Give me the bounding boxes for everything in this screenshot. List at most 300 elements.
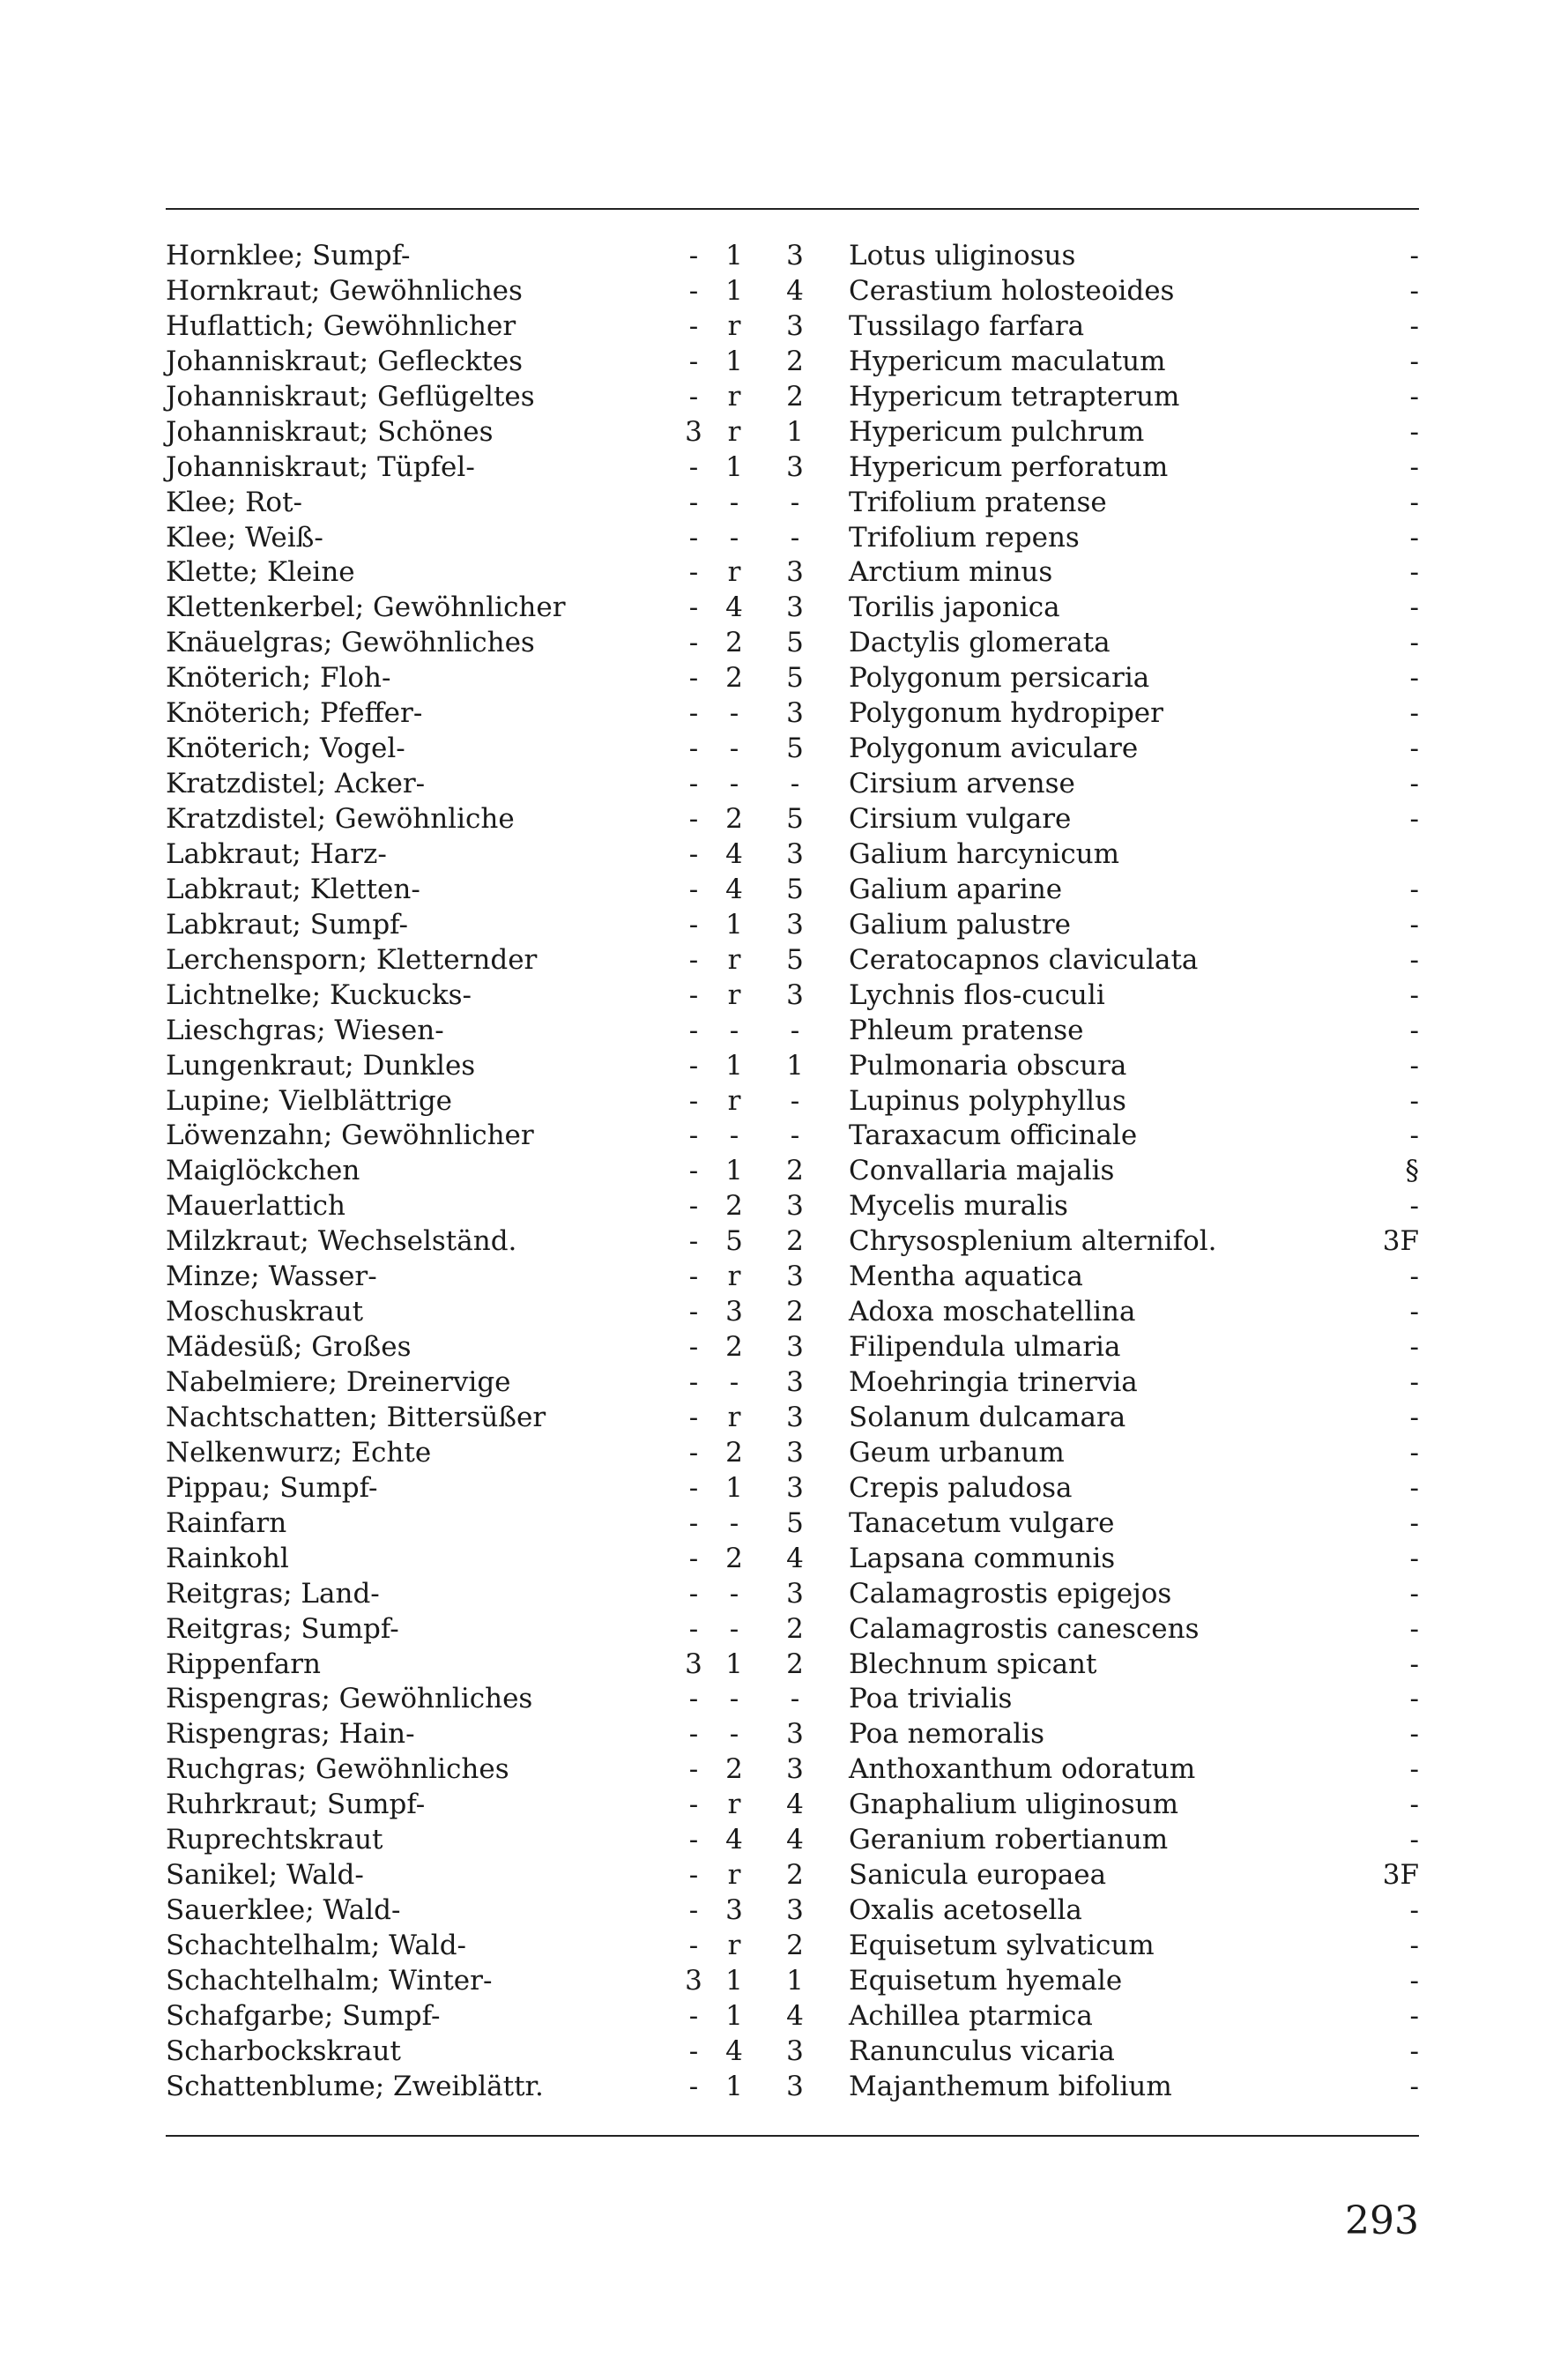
status-mark: - [1409, 978, 1419, 1011]
status-mark: - [1409, 873, 1419, 905]
value-col-3: 3 [786, 1366, 804, 1398]
common-name: Lichtnelke; Kuckucks- [166, 978, 472, 1011]
value-col-3: 2 [786, 1225, 804, 1258]
status-mark: - [1409, 1894, 1419, 1927]
value-col-3: 3 [786, 1331, 804, 1364]
latin-name: Hypericum tetrapterum [849, 380, 1180, 413]
table-row [0, 1857, 1560, 1893]
value-col-2: - [729, 768, 739, 800]
status-mark: - [1409, 697, 1419, 730]
status-mark: - [1409, 1331, 1419, 1364]
value-col-2: 1 [725, 1964, 743, 1997]
value-col-2: - [729, 697, 739, 730]
common-name: Kratzdistel; Acker- [166, 768, 426, 800]
value-col-3: 3 [786, 556, 804, 589]
common-name: Lieschgras; Wiesen- [166, 1014, 444, 1046]
status-mark: - [1409, 309, 1419, 342]
common-name: Johanniskraut; Schönes [166, 415, 494, 448]
value-col-1: - [688, 2034, 699, 2067]
value-col-3: 3 [786, 1894, 804, 1927]
status-mark: - [1409, 345, 1419, 377]
value-col-1: - [688, 768, 699, 800]
latin-name: Hypericum perforatum [849, 450, 1169, 483]
value-col-3: 2 [786, 1930, 804, 1961]
table-row [0, 837, 1560, 872]
page-number: 293 [1345, 2198, 1419, 2243]
common-name: Johanniskraut; Geflügeltes [166, 380, 535, 413]
value-col-2: - [729, 1612, 739, 1645]
table-row [0, 1998, 1560, 2034]
common-name: Rippenfarn [166, 1647, 321, 1680]
latin-name: Convallaria majalis [849, 1155, 1115, 1187]
value-col-3: 4 [786, 1542, 804, 1574]
value-col-2: r [727, 1084, 741, 1117]
latin-name: Polygonum aviculare [849, 733, 1139, 765]
table-row [0, 1893, 1560, 1928]
value-col-2: 2 [725, 1753, 743, 1786]
status-mark: - [1409, 415, 1419, 448]
common-name: Lerchensporn; Kletternder [166, 943, 538, 976]
value-col-2: 2 [725, 662, 743, 695]
latin-name: Equisetum hyemale [849, 1964, 1123, 1997]
table-row [0, 1576, 1560, 1611]
status-mark: - [1409, 1014, 1419, 1046]
latin-name: Polygonum hydropiper [849, 697, 1163, 730]
table-row [0, 907, 1560, 942]
value-col-1: - [688, 1436, 699, 1469]
table-row [0, 520, 1560, 555]
common-name: Knöterich; Vogel- [166, 733, 405, 765]
latin-name: Galium palustre [849, 908, 1072, 941]
common-name: Maiglöckchen [166, 1155, 360, 1187]
common-name: Schattenblume; Zweiblättr. [166, 2070, 544, 2102]
value-col-3: 3 [786, 1577, 804, 1610]
value-col-1: - [688, 1753, 699, 1786]
value-col-3: 3 [786, 1753, 804, 1786]
value-col-2: 2 [725, 1190, 743, 1223]
value-col-2: - [729, 521, 739, 554]
common-name: Mauerlattich [166, 1190, 345, 1223]
latin-name: Dactylis glomerata [849, 627, 1111, 659]
table-row [0, 485, 1560, 520]
value-col-1: - [688, 1190, 699, 1223]
value-col-3: 2 [786, 1859, 804, 1892]
value-col-1: 3 [685, 1964, 702, 1997]
status-mark: - [1409, 1261, 1419, 1293]
value-col-3: 5 [786, 803, 804, 835]
status-mark: - [1409, 1436, 1419, 1469]
status-mark: - [1409, 521, 1419, 554]
value-col-2: 4 [725, 591, 743, 624]
latin-name: Mycelis muralis [849, 1190, 1068, 1223]
value-col-3: 3 [786, 1401, 804, 1433]
value-col-3: 3 [786, 2070, 804, 2102]
value-col-2: r [727, 1261, 741, 1293]
value-col-3: 1 [786, 415, 804, 448]
latin-name: Trifolium pratense [849, 486, 1107, 518]
value-col-1: - [688, 1366, 699, 1398]
common-name: Huflattich; Gewöhnlicher [166, 309, 516, 342]
value-col-1: - [688, 274, 699, 307]
common-name: Ruhrkraut; Sumpf- [166, 1789, 426, 1821]
latin-name: Polygonum persicaria [849, 662, 1150, 695]
table-row [0, 2034, 1560, 2069]
latin-name: Moehringia trinervia [849, 1366, 1138, 1398]
value-col-2: - [729, 1119, 739, 1152]
value-col-3: 2 [786, 380, 804, 413]
latin-name: Adoxa moschatellina [849, 1296, 1136, 1328]
common-name: Knöterich; Floh- [166, 662, 391, 695]
common-name: Reitgras; Land- [166, 1577, 380, 1610]
value-col-2: 2 [725, 803, 743, 835]
table-row [0, 554, 1560, 590]
status-mark: - [1409, 591, 1419, 624]
table-row [0, 872, 1560, 907]
latin-name: Calamagrostis epigejos [849, 1577, 1172, 1610]
latin-name: Calamagrostis canescens [849, 1612, 1200, 1645]
status-mark: - [1409, 486, 1419, 518]
table-row [0, 1223, 1560, 1259]
status-mark: - [1409, 1506, 1419, 1539]
value-col-3: - [790, 521, 800, 554]
value-col-1: - [688, 1296, 699, 1328]
table-row [0, 1506, 1560, 1541]
latin-name: Geum urbanum [849, 1436, 1065, 1469]
value-col-1: - [688, 873, 699, 905]
latin-name: Cirsium arvense [849, 768, 1075, 800]
value-col-3: 3 [786, 908, 804, 941]
table-row [0, 590, 1560, 625]
value-col-3: 5 [786, 627, 804, 659]
table-row [0, 309, 1560, 344]
value-col-2: 1 [725, 1155, 743, 1187]
value-col-3: 5 [786, 1506, 804, 1539]
value-col-2: 1 [725, 908, 743, 941]
latin-name: Galium harcynicum [849, 837, 1120, 870]
value-col-2: 3 [725, 1894, 743, 1927]
table-row [0, 2069, 1560, 2104]
status-mark: § [1405, 1155, 1419, 1187]
table-row [0, 1541, 1560, 1576]
value-col-1: - [688, 627, 699, 659]
value-col-2: 1 [725, 1999, 743, 2032]
common-name: Labkraut; Harz- [166, 837, 387, 870]
status-mark: - [1409, 1683, 1419, 1715]
latin-name: Geranium robertianum [849, 1824, 1169, 1856]
value-col-2: 4 [725, 873, 743, 905]
table-row [0, 1083, 1560, 1119]
value-col-3: 4 [786, 1824, 804, 1856]
common-name: Scharbockskraut [166, 2034, 401, 2067]
value-col-2: 4 [725, 837, 743, 870]
value-col-1: - [688, 1718, 699, 1751]
value-col-2: - [729, 1683, 739, 1715]
status-mark: - [1409, 1999, 1419, 2032]
table-row [0, 1928, 1560, 1963]
value-col-3: 3 [786, 1718, 804, 1751]
value-col-1: - [688, 1824, 699, 1856]
latin-name: Solanum dulcamara [849, 1401, 1126, 1433]
latin-name: Lychnis flos-cuculi [849, 978, 1105, 1011]
status-mark: - [1409, 1084, 1419, 1117]
common-name: Rispengras; Gewöhnliches [166, 1683, 533, 1715]
value-col-1: - [688, 662, 699, 695]
common-name: Schachtelhalm; Winter- [166, 1964, 493, 1997]
value-col-1: - [688, 1577, 699, 1610]
table-row [0, 1470, 1560, 1506]
value-col-2: r [727, 1789, 741, 1821]
table-row [0, 1787, 1560, 1822]
value-col-3: 3 [786, 591, 804, 624]
common-name: Minze; Wasser- [166, 1261, 377, 1293]
latin-name: Torilis japonica [849, 591, 1060, 624]
table-row [0, 1681, 1560, 1716]
latin-name: Lapsana communis [849, 1542, 1116, 1574]
latin-name: Tanacetum vulgare [849, 1506, 1115, 1539]
value-col-2: r [727, 978, 741, 1011]
value-col-3: 3 [786, 1261, 804, 1293]
status-mark: - [1409, 1296, 1419, 1328]
common-name: Rainfarn [166, 1506, 287, 1539]
value-col-3: 3 [786, 1471, 804, 1504]
value-col-3: 2 [786, 1155, 804, 1187]
latin-name: Arctium minus [849, 556, 1053, 589]
value-col-1: - [688, 697, 699, 730]
value-col-1: 3 [685, 415, 702, 448]
value-col-2: - [729, 1577, 739, 1610]
table-row [0, 450, 1560, 485]
latin-name: Tussilago farfara [849, 309, 1085, 342]
common-name: Sauerklee; Wald- [166, 1894, 401, 1927]
latin-name: Ranunculus vicaria [849, 2034, 1115, 2067]
status-mark: - [1409, 1789, 1419, 1821]
table-row [0, 660, 1560, 695]
value-col-1: - [688, 450, 699, 483]
status-mark: - [1409, 1119, 1419, 1152]
value-col-3: 5 [786, 662, 804, 695]
common-name: Johanniskraut; Tüpfel- [166, 450, 475, 483]
status-mark: - [1409, 627, 1419, 659]
common-name: Löwenzahn; Gewöhnlicher [166, 1119, 534, 1152]
value-col-2: r [727, 415, 741, 448]
value-col-2: r [727, 556, 741, 589]
common-name: Nachtschatten; Bittersüßer [166, 1401, 546, 1433]
value-col-1: - [688, 803, 699, 835]
value-col-1: - [688, 1930, 699, 1961]
table-row [0, 414, 1560, 450]
status-mark: - [1409, 1612, 1419, 1645]
value-col-3: 3 [786, 1436, 804, 1469]
common-name: Ruprechtskraut [166, 1824, 383, 1856]
table-row [0, 1611, 1560, 1647]
table-row [0, 1188, 1560, 1223]
value-col-1: - [688, 1331, 699, 1364]
common-name: Lungenkraut; Dunkles [166, 1049, 476, 1082]
value-col-2: 1 [725, 1647, 743, 1680]
value-col-3: 2 [786, 1647, 804, 1680]
value-col-2: 1 [725, 274, 743, 307]
value-col-2: - [729, 486, 739, 518]
table-row [0, 801, 1560, 837]
value-col-3: - [790, 1683, 800, 1715]
value-col-1: - [688, 1789, 699, 1821]
value-col-2: 4 [725, 2034, 743, 2067]
value-col-3: - [790, 1119, 800, 1152]
table-row [0, 1118, 1560, 1153]
common-name: Sanikel; Wald- [166, 1859, 364, 1892]
latin-name: Taraxacum officinale [849, 1119, 1138, 1152]
status-mark: - [1409, 2070, 1419, 2102]
table-row [0, 695, 1560, 731]
value-col-3: 3 [786, 2034, 804, 2067]
value-col-1: - [688, 1471, 699, 1504]
table-row [0, 1294, 1560, 1329]
value-col-1: - [688, 240, 699, 271]
value-col-1: - [688, 978, 699, 1011]
status-mark: - [1409, 768, 1419, 800]
bottom-rule [166, 2135, 1419, 2137]
value-col-2: r [727, 1859, 741, 1892]
value-col-1: - [688, 837, 699, 870]
value-col-2: 2 [725, 1436, 743, 1469]
value-col-2: 1 [725, 450, 743, 483]
common-name: Moschuskraut [166, 1296, 364, 1328]
status-mark: - [1409, 1824, 1419, 1856]
value-col-2: 1 [725, 240, 743, 271]
common-name: Reitgras; Sumpf- [166, 1612, 399, 1645]
value-col-1: - [688, 733, 699, 765]
common-name: Schachtelhalm; Wald- [166, 1930, 467, 1961]
value-col-3: 3 [786, 309, 804, 342]
value-col-2: 3 [725, 1296, 743, 1328]
value-col-3: 1 [786, 1964, 804, 1997]
value-col-3: 5 [786, 873, 804, 905]
value-col-2: - [729, 1366, 739, 1398]
status-mark: - [1409, 1049, 1419, 1082]
value-col-1: - [688, 521, 699, 554]
value-col-2: 1 [725, 2070, 743, 2102]
value-col-2: - [729, 1718, 739, 1751]
table-row [0, 731, 1560, 766]
value-col-2: 1 [725, 345, 743, 377]
table-row [0, 1329, 1560, 1365]
status-mark: - [1409, 908, 1419, 941]
value-col-3: 3 [786, 978, 804, 1011]
latin-name: Pulmonaria obscura [849, 1049, 1127, 1082]
value-col-3: 2 [786, 345, 804, 377]
value-col-1: - [688, 486, 699, 518]
value-col-2: 2 [725, 627, 743, 659]
table-row [0, 344, 1560, 379]
status-mark: - [1409, 943, 1419, 976]
status-mark: - [1409, 1190, 1419, 1223]
value-col-1: - [688, 1119, 699, 1152]
value-col-3: 3 [786, 240, 804, 271]
common-name: Nabelmiere; Dreinervige [166, 1366, 511, 1398]
table-row [0, 1716, 1560, 1752]
table-row [0, 1365, 1560, 1400]
table-row [0, 1822, 1560, 1857]
value-col-2: r [727, 943, 741, 976]
latin-name: Hypericum maculatum [849, 345, 1166, 377]
value-col-1: - [688, 1542, 699, 1574]
value-col-1: - [688, 1261, 699, 1293]
status-mark: - [1409, 1366, 1419, 1398]
value-col-1: - [688, 1683, 699, 1715]
value-col-2: 5 [725, 1225, 743, 1258]
latin-name: Majanthemum bifolium [849, 2070, 1172, 2102]
value-col-3: 5 [786, 733, 804, 765]
common-name: Rainkohl [166, 1542, 289, 1574]
latin-name: Blechnum spicant [849, 1647, 1097, 1680]
latin-name: Chrysosplenium alternifol. [849, 1225, 1217, 1258]
status-mark: - [1409, 1753, 1419, 1786]
value-col-1: - [688, 345, 699, 377]
common-name: Klee; Rot- [166, 486, 302, 518]
common-name: Klette; Kleine [166, 556, 355, 589]
value-col-2: r [727, 1930, 741, 1961]
value-col-1: - [688, 556, 699, 589]
value-col-1: - [688, 1401, 699, 1433]
latin-name: Oxalis acetosella [849, 1894, 1082, 1927]
latin-name: Mentha aquatica [849, 1261, 1083, 1293]
value-col-2: - [729, 733, 739, 765]
value-col-3: - [790, 486, 800, 518]
common-name: Knäuelgras; Gewöhnliches [166, 627, 535, 659]
status-mark: - [1409, 1718, 1419, 1751]
value-col-3: 2 [786, 1296, 804, 1328]
value-col-1: - [688, 380, 699, 413]
value-col-1: - [688, 1084, 699, 1117]
value-col-2: r [727, 380, 741, 413]
table-row [0, 1435, 1560, 1470]
latin-name: Ceratocapnos claviculata [849, 943, 1199, 976]
status-mark: - [1409, 803, 1419, 835]
latin-name: Poa nemoralis [849, 1718, 1045, 1751]
value-col-3: 3 [786, 837, 804, 870]
status-mark: - [1409, 733, 1419, 765]
value-col-1: - [688, 1506, 699, 1539]
common-name: Pippau; Sumpf- [166, 1471, 378, 1504]
latin-name: Cirsium vulgare [849, 803, 1072, 835]
table-row [0, 625, 1560, 660]
table-row [0, 978, 1560, 1013]
value-col-1: - [688, 1225, 699, 1258]
common-name: Nelkenwurz; Echte [166, 1436, 432, 1469]
value-col-2: - [729, 1506, 739, 1539]
value-col-1: - [688, 943, 699, 976]
latin-name: Anthoxanthum odoratum [849, 1753, 1196, 1786]
status-mark: - [1409, 274, 1419, 307]
common-name: Lupine; Vielblättrige [166, 1084, 453, 1117]
status-mark: - [1409, 240, 1419, 271]
status-mark: - [1409, 1647, 1419, 1680]
species-table [0, 238, 1560, 2104]
status-mark: - [1409, 2034, 1419, 2067]
value-col-3: 3 [786, 1190, 804, 1223]
value-col-1: - [688, 1894, 699, 1927]
value-col-1: - [688, 1049, 699, 1082]
status-mark: 3F [1382, 1225, 1419, 1258]
latin-name: Filipendula ulmaria [849, 1331, 1121, 1364]
value-col-3: 3 [786, 697, 804, 730]
common-name: Schafgarbe; Sumpf- [166, 1999, 441, 2032]
common-name: Ruchgras; Gewöhnliches [166, 1753, 509, 1786]
table-row [0, 1963, 1560, 1998]
common-name: Hornkraut; Gewöhnliches [166, 274, 523, 307]
value-col-1: - [688, 309, 699, 342]
table-row [0, 1259, 1560, 1294]
